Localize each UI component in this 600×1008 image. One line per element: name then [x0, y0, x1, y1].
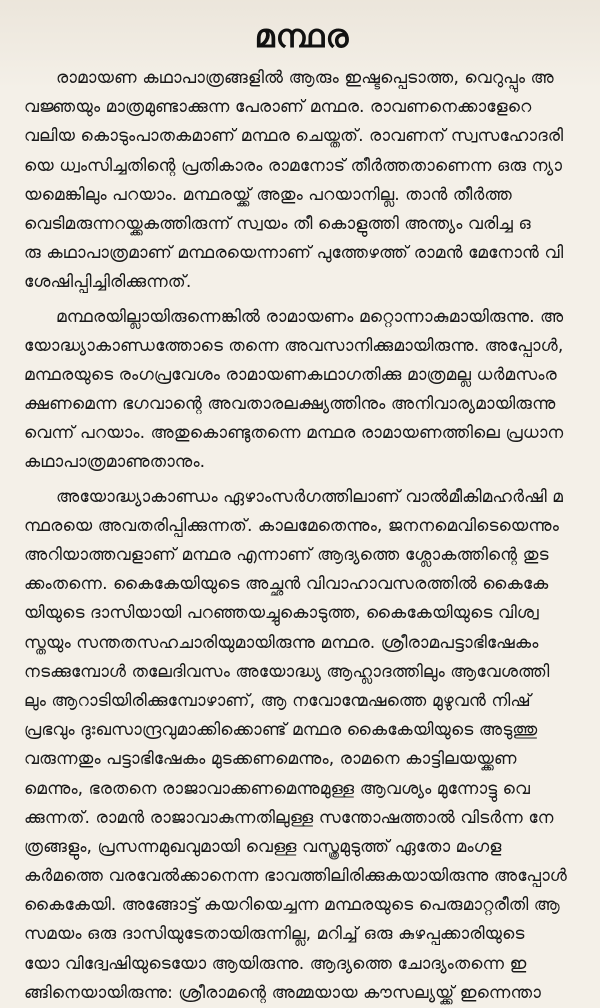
text-line: മെന്നും, ഭരതനെ രാജാവാക്കണമെന്നുമുള്ള ആവശ്യം മുന്നോട്ടു വെ [24, 778, 531, 799]
text-line: കഥാപാത്രമാണുതാനും. [24, 452, 206, 473]
text-line: വരുന്നതും പട്ടാഭിഷേകം മുടക്കണമെന്നും, രാമനെ കാട്ടിലയയ്ക്കണ [24, 749, 517, 770]
text-line: കർമത്തെ വരവേൽക്കാനെന്ന ഭാവത്തിലിരിക്കുകയായിരുന്നു അപ്പോൾ [24, 866, 568, 887]
text-line: രു കഥാപാത്രമാണ് മന്ഥരയെന്നാണ് പുത്തേഴത്ത് രാമൻ മേനോൻ വി [24, 243, 564, 264]
text-line: വെന്ന് പറയാം. അതുകൊണ്ടുതന്നെ മന്ഥര രാമായണത്തിലെ പ്രധാന [24, 423, 564, 444]
text-line: വെടിമരുന്നറയ്ക്കകത്തിരുന്ന് സ്വയം തീ കൊളുത്തി അന്ത്യം വരിച്ച ഒ [24, 213, 531, 234]
text-line: സ്തയും സന്തതസഹചാരിയുമായിരുന്നു മന്ഥര. ശ്രീരാമപട്ടാഭിഷേകം [24, 632, 539, 653]
text-line: സമയം ഒരു ദാസിയുടേതായിരുന്നില്ല, മറിച്ച് ഒരു കുഴപ്പക്കാരിയുടെ [24, 924, 525, 945]
text-line: രാമായണ കഥാപാത്രങ്ങളിൽ ആരും ഇഷ്ടപ്പെടാത്ത, വെറുപ്പും അ [56, 68, 554, 88]
text-line: ന്ഥരയെ അവതരിപ്പിക്കുന്നത്. കാലമേതെന്നും, ജനനമെവിടെയെന്നും [24, 515, 559, 536]
text-line: മന്ഥരയുടെ രംഗപ്രവേശം രാമായണകഥാഗതിക്കു മാത്രമല്ല ധർമസംര [24, 364, 557, 385]
text-line: വലിയ കൊടുംപാതകമാണ് മന്ഥര ചെയ്തത്. രാവണന് സ്വസഹോദരി [24, 126, 564, 147]
text-line: ലും ആറാടിയിരിക്കുമ്പോഴാണ്, ആ നവോന്മേഷത്തെ മുഴുവൻ നിഷ് [24, 690, 531, 711]
text-line: ക്കുന്നത്. രാമൻ രാജാവാകുന്നതിലുള്ള സന്തോഷത്താൽ വിടർന്ന നേ [24, 807, 554, 828]
paragraph-1 [24, 64, 580, 298]
paragraph-2 [24, 303, 580, 478]
page-title: മന്ഥര [254, 17, 350, 55]
text-line: യെ ധ്വംസിച്ചതിന്റെ പ്രതികാരം രാമനോട് തീർത്തതാണെന്ന ഒരു ന്യാ [24, 155, 563, 176]
text-line: യമെങ്കിലും പറയാം. മന്ഥരയ്ക്ക് അതും പറയാനില്ല. താൻ തീർത്ത [24, 184, 512, 205]
text-line: ങ്ങിനെയായിരുന്നു: ശ്രീരാമന്റെ അമ്മയായ കൗസല്യയ്ക്ക് ഇന്നെന്താ [24, 982, 542, 1003]
paragraph-3 [24, 483, 580, 1008]
text-line: കൈകേയി. അങ്ങോട്ട് കയറിയെച്ചന്ന മന്ഥരയുടെ പെരുമാറ്റരീതി ആ [24, 895, 560, 916]
text-line: അറിയാത്തവളാണ് മന്ഥര എന്നാണ് ആദ്യത്തെ ശ്ലോകത്തിന്റെ തുട [24, 545, 549, 565]
text-line: ക്കംതന്നെ. കൈകേയിയുടെ അച്ഛൻ വിവാഹാവസരത്തിൽ കൈകേ [24, 574, 549, 595]
text-line: ശേഷിപ്പിച്ചിരിക്കുന്നത്. [24, 272, 192, 293]
text-line: പ്രഭവും ദുഃഖസാന്ദ്രവുമാക്കിക്കൊണ്ട് മന്ഥര കൈകേയിയുടെ അടുത്തു [24, 720, 538, 741]
text-line: യോദ്ധ്യാകാണ്ഡത്തോടെ തന്നെ അവസാനിക്കുമായിരുന്നു. അപ്പോൾ, [24, 335, 564, 356]
text-line: യോ വിദ്വേഷിയുടെയോ ആയിരുന്നു. ആദ്യത്തെ ചോദ്യംതന്നെ ഇ [24, 953, 527, 974]
text-line: ക്ഷണമെന്ന ഭഗവാന്റെ അവതാരലക്ഷ്യത്തിനും അനിവാര്യമായിരുന്നു [24, 394, 556, 415]
text-line: വജ്ഞയും മാത്രമുണ്ടാക്കുന്ന പേരാണ് മന്ഥര. രാവണനെക്കാളേറെ [24, 97, 532, 118]
text-line: ത്രങ്ങളും, പ്രസന്നമുഖവുമായി വെള്ള വസ്ത്രമുടുത്ത് ഏതോ മംഗള [24, 836, 502, 857]
text-line: അയോദ്ധ്യാകാണ്ഡം ഏഴാംസർഗത്തിലാണ് വാൽമീകിമഹർഷി മ [56, 486, 564, 507]
body-text [24, 64, 580, 1008]
text-line: മന്ഥരയില്ലായിരുന്നെങ്കിൽ രാമായണം മറ്റൊന്നാകുമായിരുന്നു. അ [56, 306, 564, 327]
text-line: യിയുടെ ദാസിയായി പറഞ്ഞയച്ചുകൊടുത്ത, കൈകേയിയുടെ വിശ്വ [24, 603, 539, 624]
text-line: നടക്കുമ്പോൾ തലേദിവസം അയോദ്ധ്യ ആഹ്ലാദത്തിലും ആവേശത്തി [24, 661, 550, 682]
